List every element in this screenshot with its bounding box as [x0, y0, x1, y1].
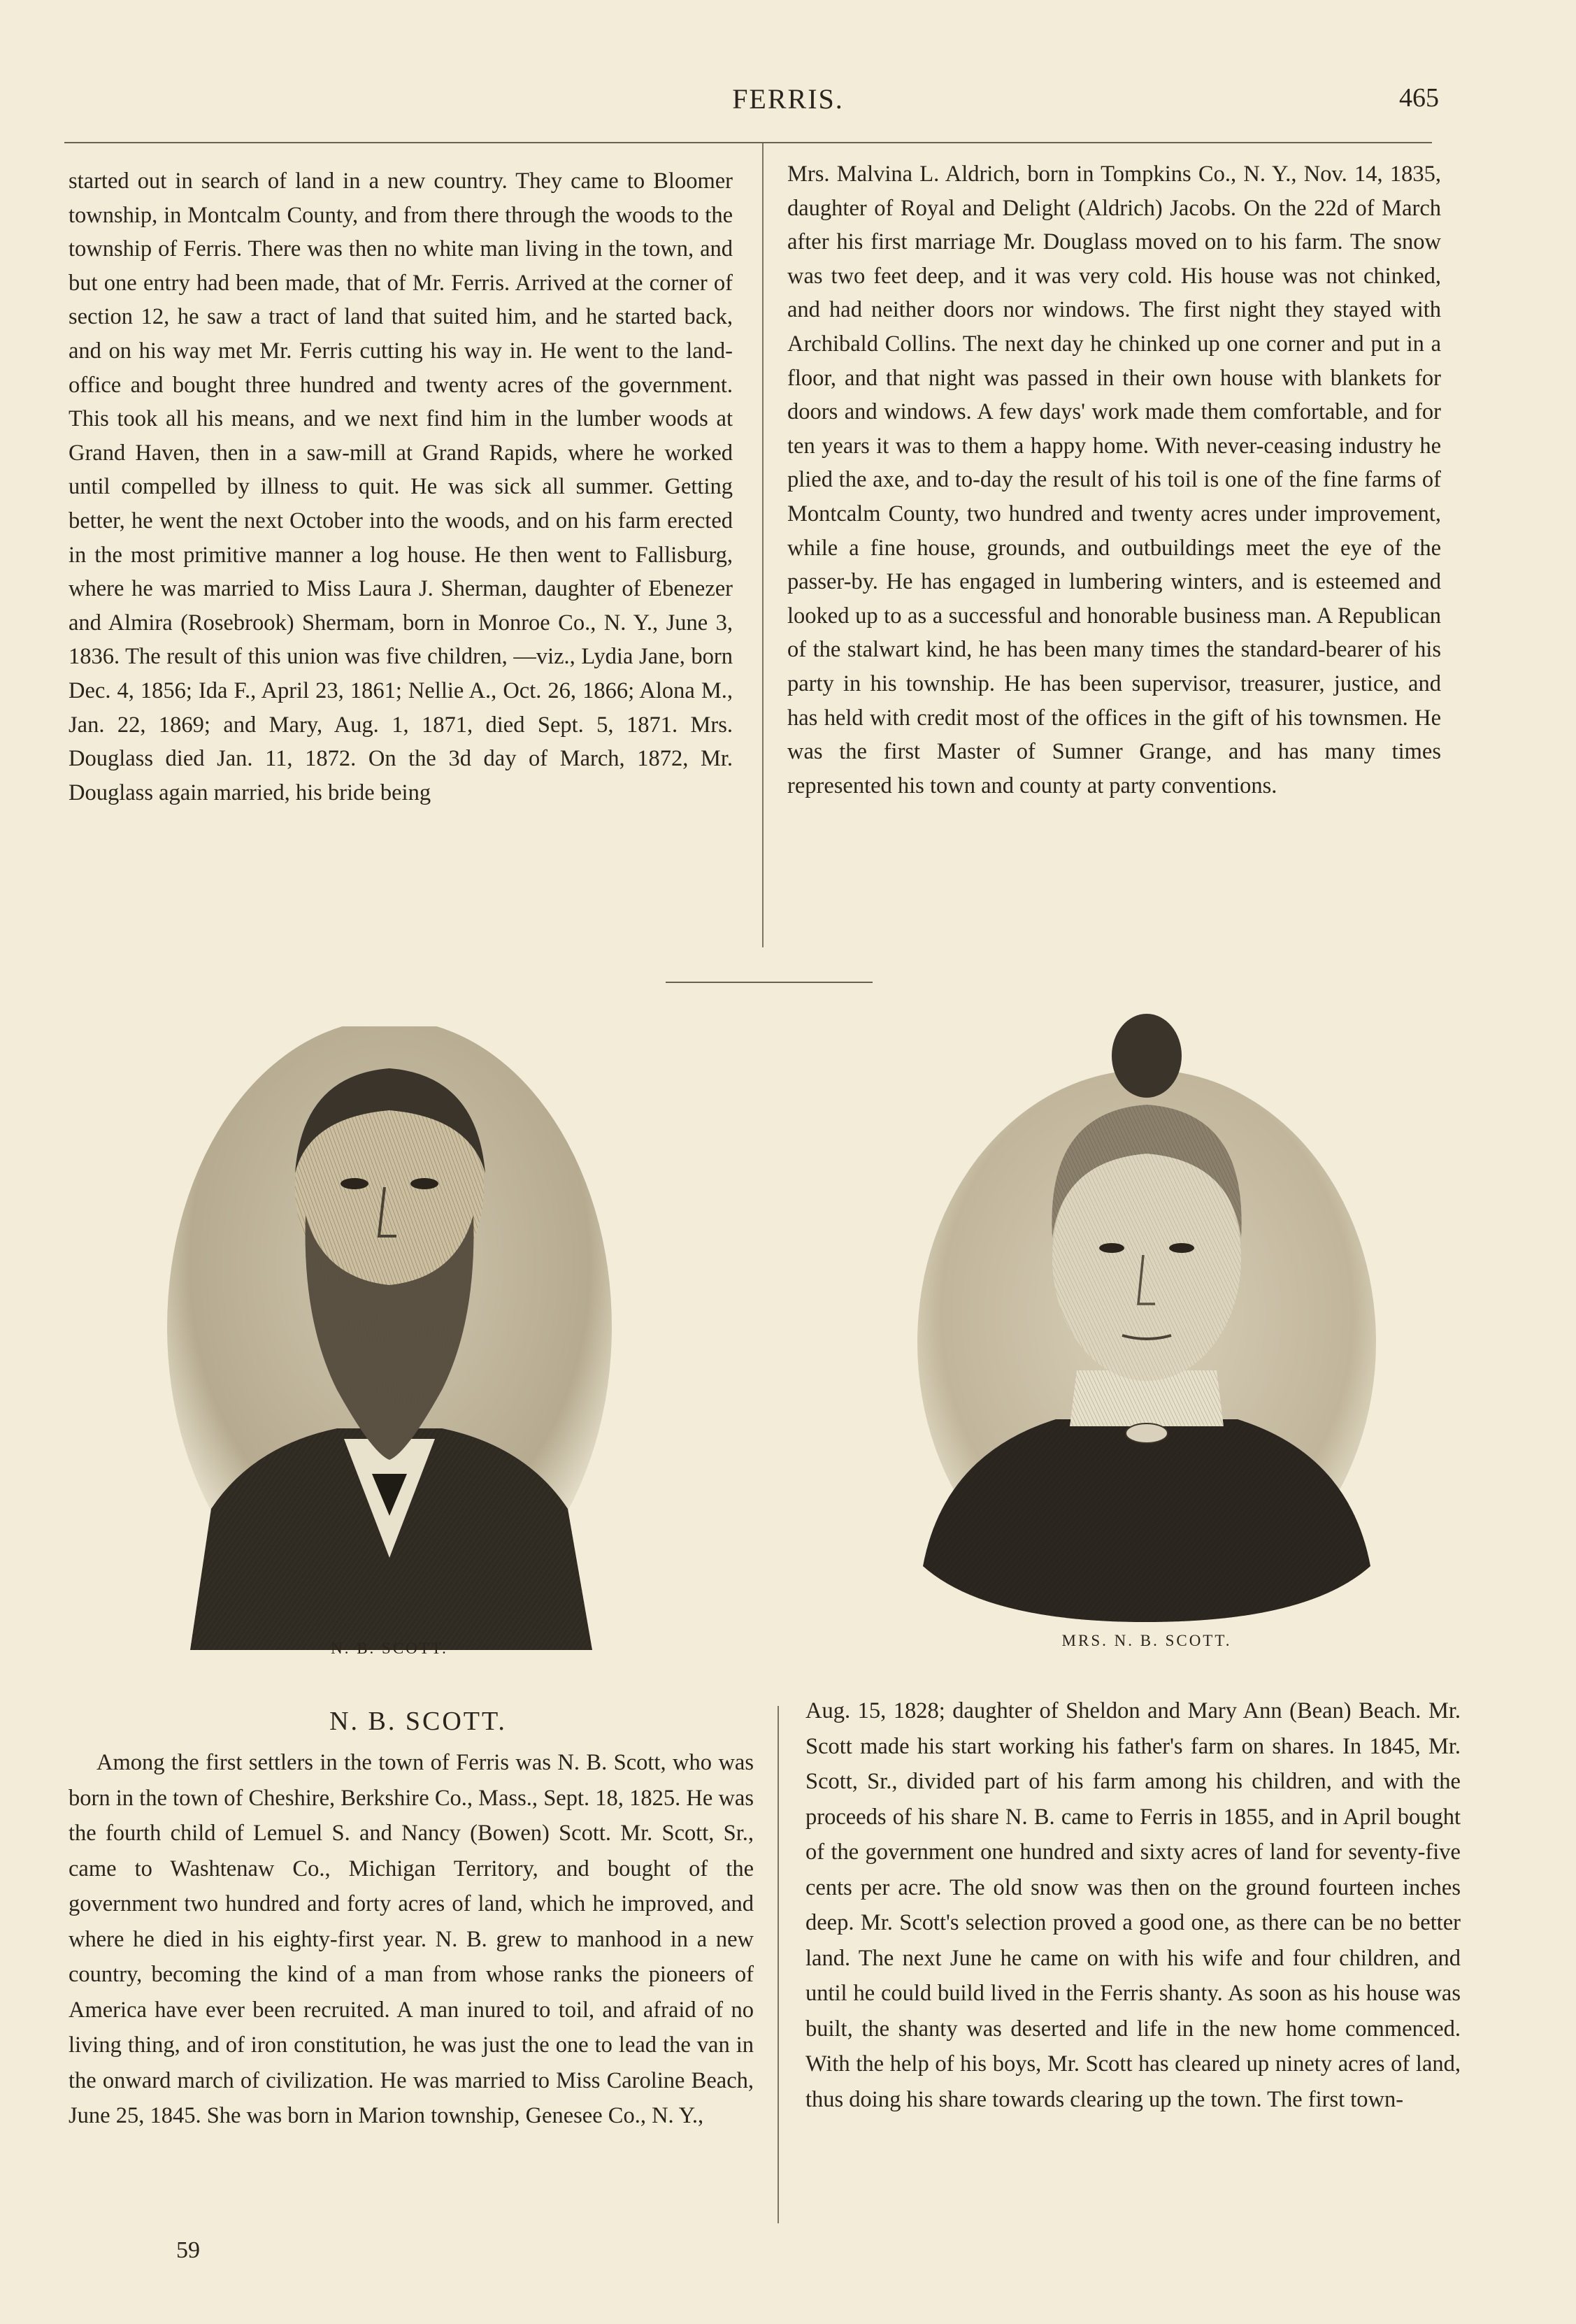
signature-mark: 59 — [176, 2237, 200, 2263]
section-divider-rule — [666, 982, 873, 983]
bottom-left-column-text: Among the first settlers in the town of Ferris was N. B. Scott, who was born in the town of Cheshire, Berkshire Co., Mass., Sept. 18, 1825. He was the fourth child of Lemuel S. and Nancy (Bowen) Scott. Mr. Scott, Sr., came to Washtenaw Co., Michigan Territory, and bought of the government two hundred and forty acres of land, which he improved, and where he died in his eighty-first year. N. B. grew to manhood in a new country, becoming the kind of a man from whose ranks the pioneers of America have ever been recruited. A man inured to toil, and afraid of no living thing, and of iron constitution, he was just the one to lead the van in the onward march of civilization. He was married to Miss Caroline Beach, June 25, 1845. She was born in Marion township, Genesee Co., N. Y., — [69, 1750, 754, 2128]
portrait-caption-left: N. B. SCOTT. — [331, 1640, 448, 1657]
header-rule — [64, 142, 1432, 143]
bottom-column-divider — [778, 1706, 779, 2223]
running-head-title: FERRIS. — [732, 83, 844, 115]
engraving-woman-icon — [916, 1007, 1377, 1622]
portrait-n-b-scott — [162, 1026, 617, 1650]
portrait-mrs-n-b-scott — [916, 1007, 1377, 1622]
portrait-caption-right: MRS. N. B. SCOTT. — [1061, 1632, 1232, 1649]
top-column-divider — [762, 143, 764, 947]
bottom-right-column-text: Aug. 15, 1828; daughter of Sheldon and Mary Ann (Bean) Beach. Mr. Scott made his start working his father's farm on shares. In 1845, Mr. Scott, Sr., divided part of his farm among his children, and with the proceeds of his share N. B. came to Ferris in 1855, and in April bought of the government one hundred and sixty acres of land for seventy-five cents per acre. The old snow was then on the ground fourteen inches deep. Mr. Scott's selection proved a good one, as there can be no better land. The next June he came on with his wife and four children, and until he could build lived in the Ferris shanty. As soon as his house was built, the shanty was deserted and life in the new home commenced. With the help of his boys, Mr. Scott has cleared up ninety acres of land, thus doing his share towards clearing up the town. The first town- — [805, 1698, 1461, 2112]
top-left-column-text: started out in search of land in a new country. They came to Bloomer township, in Montcalm County, and from there through the woods to the township of Ferris. There was then no white man living in the town, and but one entry had been made, that of Mr. Ferris. Arrived at the corner of section 12, he saw a tract of land that suited him, and he started back, and on his way met Mr. Ferris cutting his way in. He went to the land-office and bought three hundred and twenty acres of the government. This took all his means, and we next find him in the lumber woods at Grand Haven, then in a saw-mill at Grand Rapids, where he worked until compelled by illness to quit. He was sick all summer. Getting better, he went the next October into the woods, and on his farm erected in the most primitive manner a log house. He then went to Fallisburg, where he was married to Miss Laura J. Sherman, daughter of Ebenezer and Almira (Rosebrook) Shermam, born in Monroe Co., N. Y., June 3, 1836. The result of this union was five children, —viz., Lydia Jane, born Dec. 4, 1856; Ida F., April 23, 1861; Nellie A., Oct. 26, 1866; Alona M., Jan. 22, 1869; and Mary, Aug. 1, 1871, died Sept. 5, 1871. Mrs. Douglass died Jan. 11, 1872. On the 3d day of March, 1872, Mr. Douglass again married, his bride being — [69, 168, 733, 805]
page-number: 465 — [1399, 83, 1439, 113]
section-title: N. B. SCOTT. — [329, 1707, 507, 1736]
engraving-man-icon — [162, 1026, 617, 1650]
top-right-column-text: Mrs. Malvina L. Aldrich, born in Tompkins Co., N. Y., Nov. 14, 1835, daughter of Royal and Delight (Aldrich) Jacobs. On the 22d of March after his first marriage Mr. Douglass moved on to his farm. The snow was two feet deep, and it was very cold. His house was not chinked, and had neither doors nor windows. The first night they stayed with Archibald Collins. The next day he chinked up one corner and put in a floor, and that night was passed in their own house with blankets for doors and windows. A few days' work made them comfortable, and for ten years it was to them a happy home. With never-ceasing industry he plied the axe, and to-day the result of his toil is one of the fine farms of Montcalm County, two hundred and twenty acres under improvement, while a fine house, grounds, and outbuildings meet the eye of the passer-by. He has engaged in lumbering winters, and is esteemed and looked up to as a successful and honorable business man. A Republican of the stalwart kind, he has been many times the standard-bearer of his party in his township. He has been supervisor, treasurer, justice, and has held with credit most of the offices in the gift of his townsmen. He was the first Master of Sumner Grange, and has many times represented his town and county at party conventions. — [787, 162, 1441, 798]
